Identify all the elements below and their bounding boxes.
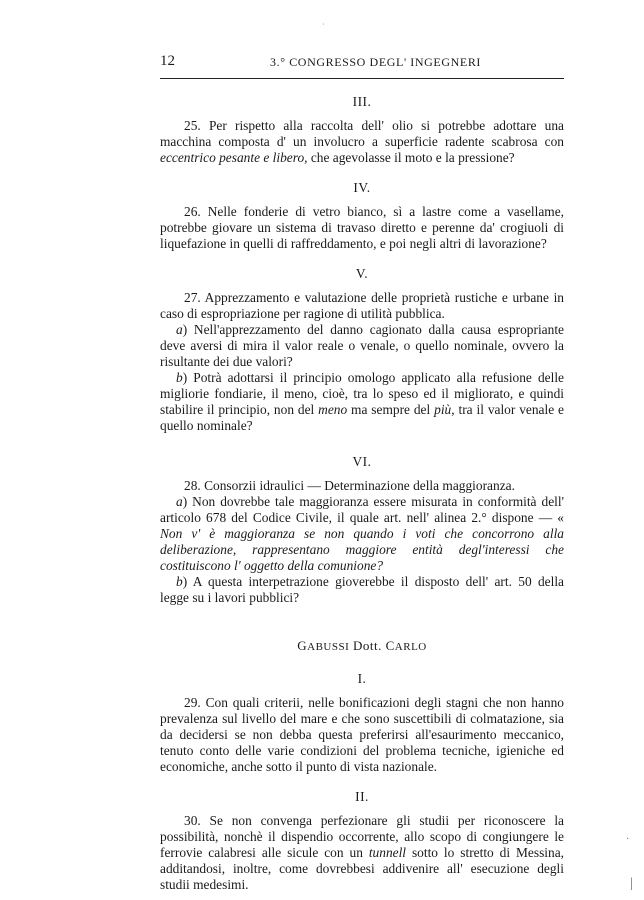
question-28: 28. Consorzii idraulici — Determinazione della maggioranza. bbox=[184, 478, 515, 493]
author-heading: GABUSSI Dott. CARLO bbox=[297, 638, 427, 653]
question-30: 30. Se non convenga perfezionare gli studii per riconoscere la possibilità, nonchè il dispendio occorrente, allo scopo di congiungere le ferrovie calabresi alle sicule con un tunnell sotto lo stretto di Messina, additandosi, inoltre, come dovrebbesi addivenire all' esecuzione degli studii medesimi. bbox=[160, 813, 565, 892]
running-title: 3.° CONGRESSO DEGL' INGEGNERI bbox=[270, 55, 482, 69]
question-27-a: a) Nell'apprezzamento del danno cagionato dalla causa espropriante deve aversi di mira il valor reale o venale, o quello nominale, ovvero la risultante dei due valori? bbox=[160, 322, 564, 369]
question-29: 29. Con quali criterii, nelle bonificazioni degli stagni che non hanno prevalenza sul livello del mare e che sono suscettibili di colmatazione, sia da decidersi se non debba questa preferirsi all'esaurimento meccanico, tenuto conto delle varie condizioni del problema tecniche, igieniche ed economiche, anche sotto il punto di vista nazionale. bbox=[160, 695, 564, 774]
question-28-a: a) Non dovrebbe tale maggioranza essere misurata in conformità dell' articolo 678 del Codice Civile, il quale art. nell' alinea 2.° dispone — « Non v' è maggioranza se non quando i voti che concorrono alla deliberazione, rappresentano maggiore entità degl'interessi che costituiscono l' oggetto della comunione? bbox=[160, 494, 564, 573]
question-28-b: b) A questa interpetrazione gioverebbe il disposto dell' art. 50 della legge su i lavori pubblici? bbox=[160, 574, 564, 605]
section-numeral-i: I. bbox=[357, 671, 367, 686]
header-rule bbox=[160, 78, 564, 79]
question-27-b: b) Potrà adottarsi il principio omologo applicato alla refusione delle migliorie fondiarie, il meno, cioè, tra lo speso ed il migliorato, e quindi stabilire il principio, non del meno ma sempre del più, tra il valor venale e quello nominale? bbox=[160, 370, 564, 433]
page-header bbox=[160, 53, 564, 75]
section-numeral-iii: III. bbox=[352, 94, 372, 109]
question-26: 26. Nelle fonderie di vetro bianco, sì a lastre come a vasellame, potrebbe giovare un sistema di travaso diretto e perenne da' crogiuoli di liquefazione in quelli di raffreddamento, e poi negli altri di lavorazione? bbox=[160, 204, 564, 251]
section-numeral-v: V. bbox=[355, 266, 369, 281]
scan-speck: · bbox=[626, 834, 630, 845]
section-numeral-ii: II. bbox=[355, 789, 369, 804]
page-number: 12 bbox=[160, 53, 175, 69]
section-numeral-vi: VI. bbox=[352, 454, 372, 469]
page-body bbox=[160, 94, 564, 893]
scan-speck: · bbox=[322, 20, 325, 29]
question-27: 27. Apprezzamento e valutazione delle proprietà rustiche e urbane in caso di espropriazione per ragione di utilità pubblica. bbox=[160, 290, 564, 321]
scan-corner-mark: | bbox=[630, 876, 633, 891]
question-25: 25. Per rispetto alla raccolta dell' olio si potrebbe adottare una macchina composta d' un involucro a superficie radente scabrosa con eccentrico pesante e libero, che agevolasse il moto e la pressione? bbox=[160, 118, 564, 165]
section-numeral-iv: IV. bbox=[353, 180, 371, 195]
